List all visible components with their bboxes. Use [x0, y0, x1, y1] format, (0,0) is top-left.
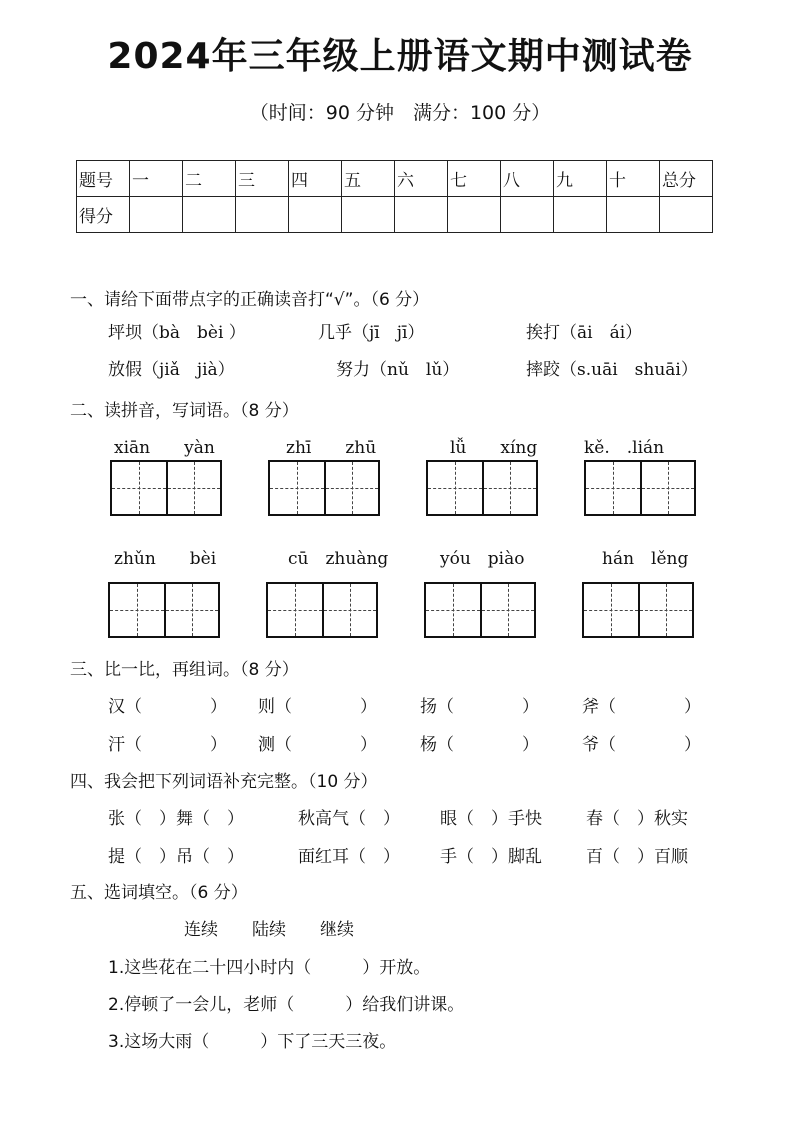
- header-cell: 九: [554, 161, 607, 197]
- tianzige-cell[interactable]: [584, 584, 638, 636]
- writing-grid[interactable]: [108, 582, 220, 638]
- header-cell: 七: [448, 161, 501, 197]
- q3-item: 扬（ ）: [420, 697, 539, 717]
- score-cell[interactable]: [501, 197, 554, 233]
- pinyin-label: hán lěng: [602, 549, 689, 569]
- pinyin-label: xiān yàn: [114, 438, 215, 458]
- tianzige-cell[interactable]: [112, 462, 166, 514]
- score-cell[interactable]: [660, 197, 713, 233]
- tianzige-cell[interactable]: [166, 462, 220, 514]
- tianzige-cell[interactable]: [640, 462, 694, 514]
- q4-item: 面红耳（ ）: [298, 847, 400, 867]
- pinyin-label: cū zhuàng: [288, 549, 389, 569]
- tianzige-cell[interactable]: [480, 584, 534, 636]
- header-cell: 二: [183, 161, 236, 197]
- q4-item: 春（ ）秋实: [586, 809, 688, 829]
- tianzige-cell[interactable]: [268, 584, 322, 636]
- header-cell: 六: [395, 161, 448, 197]
- q3-item: 杨（ ）: [420, 735, 539, 755]
- writing-grid[interactable]: [582, 582, 694, 638]
- score-cell[interactable]: [607, 197, 660, 233]
- q3-item: 爷（ ）: [582, 735, 701, 755]
- header-cell: 十: [607, 161, 660, 197]
- score-table-score-row: [77, 197, 713, 233]
- header-cell: 四: [289, 161, 342, 197]
- score-row-label: 得分: [77, 197, 130, 233]
- score-cell[interactable]: [448, 197, 501, 233]
- score-cell[interactable]: [395, 197, 448, 233]
- question-4-heading: 四、我会把下列词语补充完整。（10 分）: [70, 772, 378, 792]
- writing-grid[interactable]: [424, 582, 536, 638]
- score-cell[interactable]: [183, 197, 236, 233]
- header-cell: 五: [342, 161, 395, 197]
- question-3-heading: 三、比一比，再组词。（8 分）: [70, 660, 299, 680]
- tianzige-cell[interactable]: [322, 584, 376, 636]
- q4-item: 眼（ ）手快: [440, 809, 542, 829]
- header-cell: 总分: [660, 161, 713, 197]
- header-cell: 三: [236, 161, 289, 197]
- q5-sentence: 1.这些花在二十四小时内（ ）开放。: [108, 958, 431, 978]
- tianzige-cell[interactable]: [428, 462, 482, 514]
- header-cell: 一: [130, 161, 183, 197]
- writing-grid[interactable]: [268, 460, 380, 516]
- q5-sentence: 3.这场大雨（ ）下了三天三夜。: [108, 1032, 397, 1052]
- page-title: 2024年三年级上册语文期中测试卷: [107, 36, 693, 77]
- writing-grid[interactable]: [426, 460, 538, 516]
- score-cell[interactable]: [342, 197, 395, 233]
- tianzige-cell[interactable]: [324, 462, 378, 514]
- header-cell: 题号: [77, 161, 130, 197]
- writing-grid[interactable]: [110, 460, 222, 516]
- q1-item: 努力（nǔ lǔ）: [336, 360, 460, 380]
- q3-item: 汉（ ）: [108, 697, 227, 717]
- question-2-heading: 二、读拼音，写词语。（8 分）: [70, 401, 299, 421]
- q1-item: 几乎（jī jī）: [318, 323, 425, 343]
- question-5-heading: 五、选词填空。（6 分）: [70, 883, 248, 903]
- tianzige-cell[interactable]: [164, 584, 218, 636]
- question-1-heading: 一、请给下面带点字的正确读音打“√”。（6 分）: [70, 290, 430, 310]
- q1-item: 坪坝（bà bèi ）: [108, 323, 246, 343]
- word-options: 连续 陆续 继续: [184, 920, 354, 940]
- q3-item: 斧（ ）: [582, 697, 701, 717]
- score-cell[interactable]: [289, 197, 342, 233]
- tianzige-cell[interactable]: [482, 462, 536, 514]
- q1-item: 挨打（āi ái）: [526, 323, 643, 343]
- q3-item: 测（ ）: [258, 735, 377, 755]
- q4-item: 提（ ）吊（ ）: [108, 847, 244, 867]
- writing-grid[interactable]: [584, 460, 696, 516]
- q4-item: 百（ ）百顺: [586, 847, 688, 867]
- q3-item: 汗（ ）: [108, 735, 227, 755]
- score-cell[interactable]: [236, 197, 289, 233]
- header-cell: 八: [501, 161, 554, 197]
- q5-sentence: 2.停顿了一会儿，老师（ ）给我们讲课。: [108, 995, 465, 1015]
- pinyin-label: zhī zhū: [286, 438, 377, 458]
- pinyin-label: lǚ xíng: [450, 438, 538, 458]
- pinyin-label: zhǔn bèi: [114, 549, 217, 569]
- q4-item: 手（ ）脚乱: [440, 847, 542, 867]
- score-cell[interactable]: [554, 197, 607, 233]
- tianzige-cell[interactable]: [426, 584, 480, 636]
- score-table: [76, 160, 713, 233]
- exam-info: （时间：90 分钟 满分：100 分）: [249, 102, 551, 124]
- q4-item: 张（ ）舞（ ）: [108, 809, 244, 829]
- score-cell[interactable]: [130, 197, 183, 233]
- tianzige-cell[interactable]: [638, 584, 692, 636]
- pinyin-label: yóu piào: [440, 549, 525, 569]
- tianzige-cell[interactable]: [586, 462, 640, 514]
- q1-item: 摔跤（s.uāi shuāi）: [526, 360, 698, 380]
- tianzige-cell[interactable]: [110, 584, 164, 636]
- tianzige-cell[interactable]: [270, 462, 324, 514]
- q3-item: 则（ ）: [258, 697, 377, 717]
- q4-item: 秋高气（ ）: [298, 809, 400, 829]
- pinyin-label: kě. .lián: [584, 438, 665, 458]
- score-table-header-row: [77, 161, 713, 197]
- writing-grid[interactable]: [266, 582, 378, 638]
- q1-item: 放假（jiǎ jià）: [108, 360, 235, 380]
